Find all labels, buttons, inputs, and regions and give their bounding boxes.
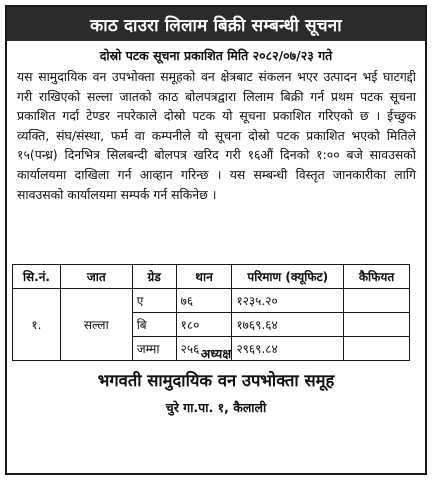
header-serial: सि.नं. [13,265,61,289]
signature-block [0,345,432,417]
species-cell: सल्ला [60,289,132,361]
grade-cell: बि [132,313,176,337]
remark-cell [344,289,410,313]
table-header-row [13,265,410,289]
total-volume-cell: २९६९.८४ [232,337,344,361]
header-species: जात [60,265,132,289]
header-count: थान [176,265,232,289]
total-label-cell: जम्मा [132,337,176,361]
organization-name: भगवती सामुदायिक वन उपभोक्ता समूह [97,371,335,390]
header-remark: कैफियत [344,265,410,289]
table-row [13,289,410,313]
total-count-cell: २५६ [176,337,232,361]
notice-title: काठ दाउरा लिलाम बिक्री सम्बन्धी सूचना [7,7,425,41]
count-cell: १८० [176,313,232,337]
publication-date-line: दोस्रो पटक सूचना प्रकाशित मिति २०८२/०७/२३ गते [99,48,333,63]
remark-cell [344,313,410,337]
organization-address: चुरे गा.पा. १, कैलाली [165,400,267,415]
count-cell: ७६ [176,289,232,313]
header-volume: परिमाण (क्यूफिट) [232,265,344,289]
signatory-role: अध्यक्ष [200,346,232,361]
serial-cell: १. [13,289,61,361]
volume-cell: १७६९.६४ [232,313,344,337]
notice-body: यस सामुदायिक वन उपभोक्ता समूहको वन क्षेत्रबाट संकलन भएर उत्पादन भई घाटगद्दी गरी राखिएको सल्ला जातको काठ बोलपत्रद्वारा लिलाम बिक्री गर्न प्रथम पटक सूचना प्रकाशित गर्दा टेण्डर नपरेकाले दोस्रो पटक यो सूचना प्रकाशित गरिएको छ । ईच्छुक व्यक्ति, संघ/संस्था, फर्म वा कम्पनीले यो सूचना दोस्रो पटक प्रकाशित भएको मितिले १५(पन्ध्र) दिनभित्र सिलबन्दी बोलपत्र खरिद गरी १६औं दिनको १:०० बजे सावउसको कार्यालयमा दाखिला गर्न आव्हान गरिन्छ । यस सम्बन्धी विस्तृत जानकारीका लागि सावउसको कार्यालयमा सम्पर्क गर्न सकिनेछ । [17,69,416,202]
header-grade: ग्रेड [132,265,176,289]
volume-cell: १२३५.२० [232,289,344,313]
grade-cell: ए [132,289,176,313]
